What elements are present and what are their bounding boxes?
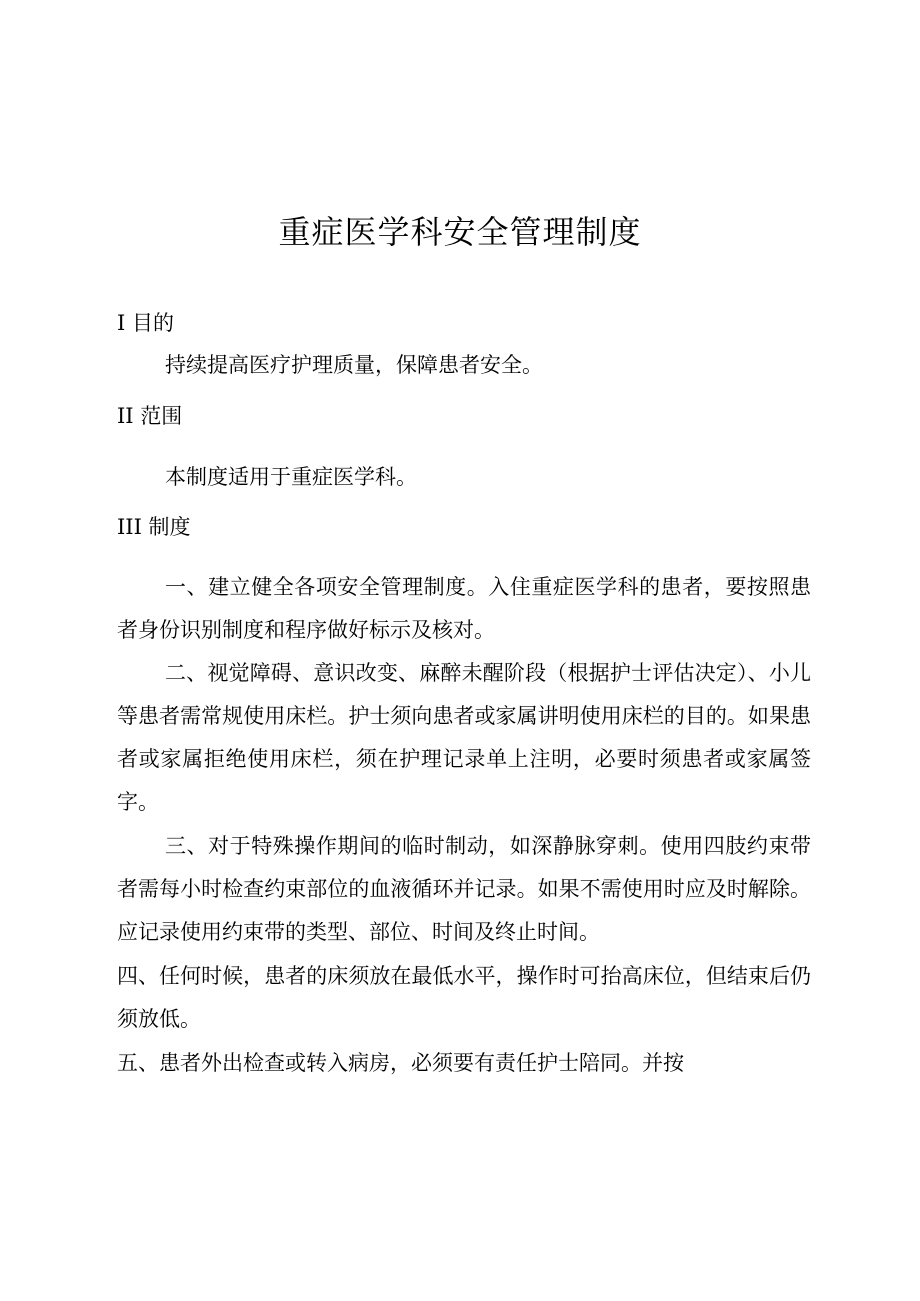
- section-heading-rules: III 制度: [117, 515, 191, 539]
- section-heading-scope: II 范围: [117, 404, 183, 428]
- purpose-paragraph: 持续提高医疗护理质量，保障患者安全。: [165, 353, 543, 377]
- scope-paragraph: 本制度适用于重症医学科。: [165, 465, 417, 489]
- document-title: 重症医学科安全管理制度: [278, 213, 642, 251]
- rule-paragraph-2: 二、视觉障碍、意识改变、麻醉未醒阶段（根据护士评估决定）、小儿等患者需常规使用床栏。护士须向患者或家属讲明使用床栏的目的。如果患者或家属拒绝使用床栏，须在护理记录单上注明，必要时须患者或家属签字。: [117, 661, 811, 814]
- section-heading-purpose: I 目的: [117, 311, 174, 335]
- rule-paragraph-3: 三、对于特殊操作期间的临时制动，如深静脉穿刺。使用四肢约束带者需每小时检查约束部位的血液循环并记录。如果不需使用时应及时解除。应记录使用约束带的类型、部位、时间及终止时间。: [117, 834, 811, 944]
- rule-paragraph-1: 一、建立健全各项安全管理制度。入住重症医学科的患者，要按照患者身份识别制度和程序做好标示及核对。: [117, 575, 811, 642]
- rule-paragraph-5: 五、患者外出检查或转入病房，必须要有责任护士陪同。并按: [117, 1051, 684, 1075]
- rule-paragraph-4: 四、任何时候，患者的床须放在最低水平，操作时可抬高床位，但结束后仍须放低。: [117, 964, 811, 1031]
